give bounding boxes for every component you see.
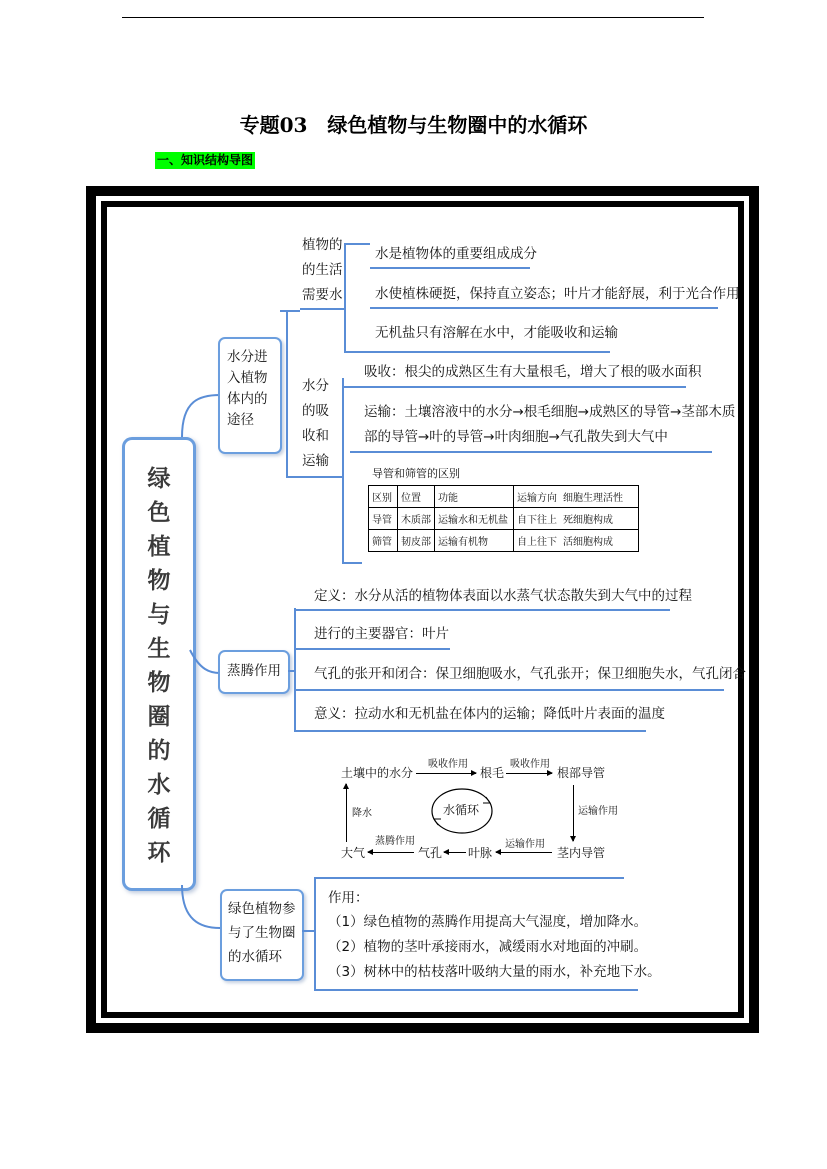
absorb-label-4: 运输: [302, 453, 329, 469]
role-heading: 作用：: [328, 890, 369, 906]
cycle-rain: 降水: [352, 808, 372, 819]
arrow-stomata-atmosphere: [368, 852, 414, 853]
branch-water-cycle-box: 绿色植物参 与了生物圈 的水循环: [220, 889, 304, 981]
need-water-item-3: 无机盐只有溶解在水中，才能吸收和运输: [375, 325, 618, 341]
section-heading: 一、知识结构导图: [157, 153, 254, 167]
main-topic-char: 与: [147, 602, 171, 628]
table-row: 区别 位置 功能 运输方向 细胞生理活性: [369, 486, 639, 508]
arrow-atmosphere-soil: [346, 784, 347, 842]
main-topic-char: 色: [147, 500, 171, 526]
cycle-root-hair: 根毛: [480, 766, 505, 780]
main-topic-char: 植: [147, 534, 171, 560]
transpiration-definition: 定义：水分从活的植物体表面以水蒸气状态散失到大气中的过程: [314, 588, 692, 604]
cycle-vein: 叶脉: [468, 846, 493, 860]
arrow-vein-stomata: [444, 852, 466, 853]
main-topic-char: 物: [147, 670, 171, 696]
absorb-label-2: 的吸: [302, 403, 329, 419]
need-water-item-1: 水是植物体的重要组成成分: [375, 246, 537, 262]
need-water-label-2: 的生活: [302, 262, 343, 278]
role-item-1: （1）绿色植物的蒸腾作用提高大气湿度，增加降水。: [328, 914, 648, 930]
cycle-stem-vessel: 茎内导管: [557, 846, 606, 860]
transport-line-2: 部的导管→叶的导管→叶肉细胞→气孔散失到大气中: [364, 429, 668, 445]
page-title: 专题03 绿色植物与生物圈中的水循环: [239, 113, 588, 137]
transpiration-stomata: 气孔的张开和闭合：保卫细胞吸水，气孔张开；保卫细胞失水，气孔闭合: [314, 666, 746, 682]
arrow-rootvessel-stem: [573, 785, 574, 841]
arrow-roothair-rootvessel: [506, 773, 552, 774]
cycle-transport-1: 运输作用: [578, 806, 618, 817]
cycle-transpire: 蒸腾作用: [375, 836, 415, 847]
role-item-3: （3）树林中的枯枝落叶吸纳大量的雨水，补充地下水。: [328, 964, 661, 980]
transpiration-organ: 进行的主要器官：叶片: [314, 626, 449, 642]
main-topic-char: 圈: [147, 704, 171, 730]
main-topic-char: 水: [147, 772, 171, 798]
cycle-transport-2: 运输作用: [505, 839, 545, 850]
need-water-label-3: 需要水: [302, 287, 343, 303]
cycle-stomata: 气孔: [418, 846, 443, 860]
main-topic-char: 物: [147, 568, 171, 594]
branch-water-entry-box: 水分进 入植物 体内的 途径: [218, 337, 282, 454]
arrow-soil-roothair: [416, 773, 476, 774]
main-topic-char: 绿: [147, 466, 171, 492]
transpiration-significance: 意义：拉动水和无机盐在体内的运输；降低叶片表面的温度: [314, 706, 665, 722]
role-item-2: （2）植物的茎叶承接雨水，减缓雨水对地面的冲刷。: [328, 939, 648, 955]
main-topic-char: 生: [147, 636, 171, 662]
need-water-label-1: 植物的: [302, 237, 343, 253]
absorb-label-3: 收和: [302, 428, 329, 444]
main-topic-char: 循: [147, 806, 171, 832]
branch3-bracket: [314, 878, 316, 990]
absorb-label-1: 水分: [302, 378, 329, 394]
cycle-atmosphere: 大气: [341, 846, 366, 860]
transport-line-1: 运输：土壤溶液中的水分→根毛细胞→成熟区的导管→茎部木质: [364, 404, 736, 420]
cycle-soil: 土壤中的水分: [341, 766, 414, 780]
branch-transpiration-box: 蒸腾作用: [218, 650, 290, 694]
table-caption: 导管和筛管的区别: [372, 467, 460, 480]
vessel-comparison-table: [368, 485, 639, 552]
main-topic-char: 环: [147, 840, 171, 866]
cycle-center: 水循环: [443, 803, 480, 817]
cycle-absorb-1: 吸收作用: [428, 759, 468, 770]
main-topic-char: 的: [147, 738, 171, 764]
branch1-bracket: [286, 310, 288, 478]
absorb-text: 吸收：根尖的成熟区生有大量根毛，增大了根的吸水面积: [364, 364, 702, 380]
header-rule: [122, 17, 704, 18]
need-water-item-2: 水使植株硬挺，保持直立姿态；叶片才能舒展，利于光合作用: [375, 286, 740, 302]
cycle-root-vessel: 根部导管: [557, 766, 606, 780]
cycle-absorb-2: 吸收作用: [510, 759, 550, 770]
table-row: 导管 木质部 运输水和无机盐 自下往上 死细胞构成: [369, 508, 639, 530]
table-row: 筛管 韧皮部 运输有机物 自上往下 活细胞构成: [369, 530, 639, 552]
